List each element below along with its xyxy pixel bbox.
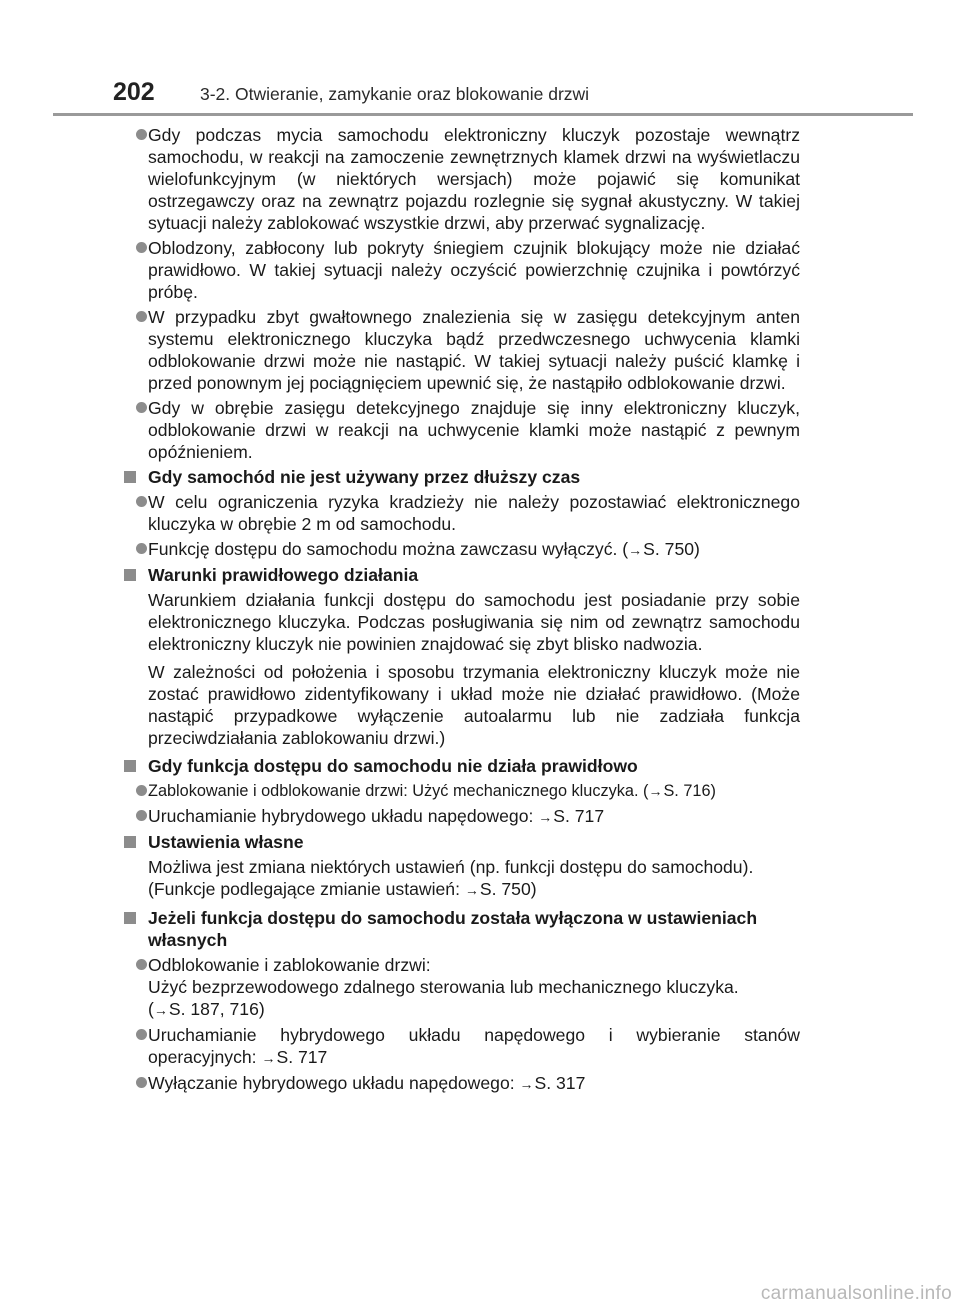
paragraph-line [148,878,800,901]
bullet-text: Odblokowanie i zablokowanie drzwi: [148,955,431,975]
heading-text: Jeżeli funkcja dostępu do samochodu została wyłączona w ustawieniach własnych [148,908,758,950]
paren: ( [148,999,154,1019]
bullet-dot-icon [136,311,147,322]
paragraph-text: (Funkcje podlegające zmianie ustawień: [148,879,465,899]
section-heading [120,466,800,488]
arrow-right-icon: → [628,542,643,558]
bullet-dot-icon [136,1077,147,1088]
bullet-text: Oblodzony, zabłocony lub pokryty śniegiem czujnik blokujący może nie działać prawidłowo. W takiej sytuacji należy oczyścić powierzchnię czujnika i powtórzyć próbę. [148,238,800,302]
bullet-item [120,1024,800,1069]
heading-text: Ustawienia własne [148,832,304,852]
heading-square-icon [124,912,136,924]
arrow-right-icon: → [519,1076,534,1092]
bullet-dot-icon [136,810,147,821]
watermark-logo: carmanualsonline.info [760,1283,952,1304]
arrow-right-icon: → [464,882,479,898]
arrow-right-icon: → [538,809,553,825]
bullet-dot-icon [136,785,147,796]
page-reference-link[interactable]: S. 187, 716) [168,999,265,1019]
page-reference-link[interactable]: S. 717 [553,806,605,826]
section-heading [120,907,800,951]
section-title: 3-2. Otwieranie, zamykanie oraz blokowanie drzwi [200,84,590,104]
bullet-item [120,397,800,463]
heading-square-icon [124,471,136,483]
bullet-text: W przypadku zbyt gwałtownego znalezienia się w zasięgu detekcyjnym anten systemu elektronicznego kluczyka bądź przedwczesnego uchwycenia klamki odblokowanie drzwi może nie nastąpić. W takiej sytuacji należy puścić klamkę i przed ponownym jej pociągnięciem upewnić się, że nastąpiło odblokowanie drzwi. [148,307,800,393]
bullet-text: Użyć bezprzewodowego zdalnego sterowania lub mechanicznego kluczyka. [148,977,739,997]
bullet-dot-icon [136,129,147,140]
bullet-item [120,538,800,561]
bullet-item [120,124,800,234]
page-content [120,124,800,1098]
header-divider [53,113,913,116]
bullet-item [120,805,800,828]
page-number: 202 [113,78,155,106]
page-reference-link[interactable]: S. 716) [663,782,716,800]
bullet-item [120,1072,800,1095]
section-heading [120,831,800,853]
page-reference-link[interactable]: S. 317 [534,1073,586,1093]
bullet-text [148,998,800,1021]
bullet-dot-icon [136,496,147,507]
page-reference-link[interactable]: S. 750) [479,879,537,899]
bullet-text: Gdy podczas mycia samochodu elektroniczny kluczyk pozostaje wewnątrz samochodu, w reakcji na zamoczenie zewnętrznych klamek drzwi na wyświetlaczu wielofunkcyjnym (w niektórych wersjach) może pojawić się komunikat ostrzegawczy oraz na zewnątrz pojazdu rozlegnie się sygnał akustyczny. W takiej sytuacji należy zablokować wszystkie drzwi, aby przerwać sygnalizację. [148,125,800,233]
paragraph [120,856,800,901]
arrow-right-icon: → [648,783,663,799]
heading-square-icon [124,836,136,848]
arrow-right-icon: → [153,1002,168,1018]
bullet-text: Zablokowanie i odblokowanie drzwi: Użyć mechanicznego kluczyka. ( [148,782,649,800]
bullet-text: Gdy w obrębie zasięgu detekcyjnego znajduje się inny elektroniczny kluczyk, odblokowanie drzwi w reakcji na uchwycenie klamki może nastąpić z pewnym opóźnieniem. [148,398,800,462]
page-header [113,78,913,114]
bullet-item [120,954,800,1021]
heading-square-icon [124,760,136,772]
bullet-dot-icon [136,543,147,554]
arrow-right-icon: → [261,1050,276,1066]
bullet-dot-icon [136,1029,147,1040]
heading-text: Gdy samochód nie jest używany przez dłuższy czas [148,467,581,487]
bullet-text: Wyłączanie hybrydowego układu napędowego: [148,1073,520,1093]
bullet-item [120,306,800,394]
heading-text: Gdy funkcja dostępu do samochodu nie działa prawidłowo [148,756,638,776]
paragraph: W zależności od położenia i sposobu trzymania elektroniczny kluczyk może nie zostać prawidłowo zidentyfikowany i układ może nie działać prawidłowo. (Może nastąpić przypadkowe wyłączenie autoalarmu lub nie zadziała funkcja przeciwdziałania zablokowaniu drzwi.) [148,662,800,748]
bullet-text: Uruchamianie hybrydowego układu napędowego: [148,806,539,826]
bullet-text: W celu ograniczenia ryzyka kradzieży nie należy pozostawiać elektronicznego kluczyka w obrębie 2 m od samochodu. [148,492,800,534]
bullet-dot-icon [136,959,147,970]
section-heading [120,564,800,586]
bullet-item [120,780,800,802]
bullet-item [120,491,800,535]
heading-text: Warunki prawidłowego działania [148,565,419,585]
page-reference-link[interactable]: S. 750) [643,539,700,559]
bullet-text: Uruchamianie hybrydowego układu napędowego i wybieranie stanów operacyjnych: [148,1025,800,1067]
paragraph: Warunkiem działania funkcji dostępu do samochodu jest posiadanie przy sobie elektronicznego kluczyka. Podczas posługiwania się nim od zewnątrz samochodu elektroniczny kluczyk nie powinien znajdować się zbyt blisko nadwozia. [148,590,800,654]
bullet-item [120,237,800,303]
bullet-text: Funkcję dostępu do samochodu można zawczasu wyłączyć. ( [148,539,629,559]
heading-square-icon [124,569,136,581]
bullet-dot-icon [136,402,147,413]
bullet-dot-icon [136,242,147,253]
page-reference-link[interactable]: S. 717 [276,1047,328,1067]
paragraph-line: Możliwa jest zmiana niektórych ustawień (np. funkcji dostępu do samochodu). [148,857,754,877]
section-heading [120,755,800,777]
